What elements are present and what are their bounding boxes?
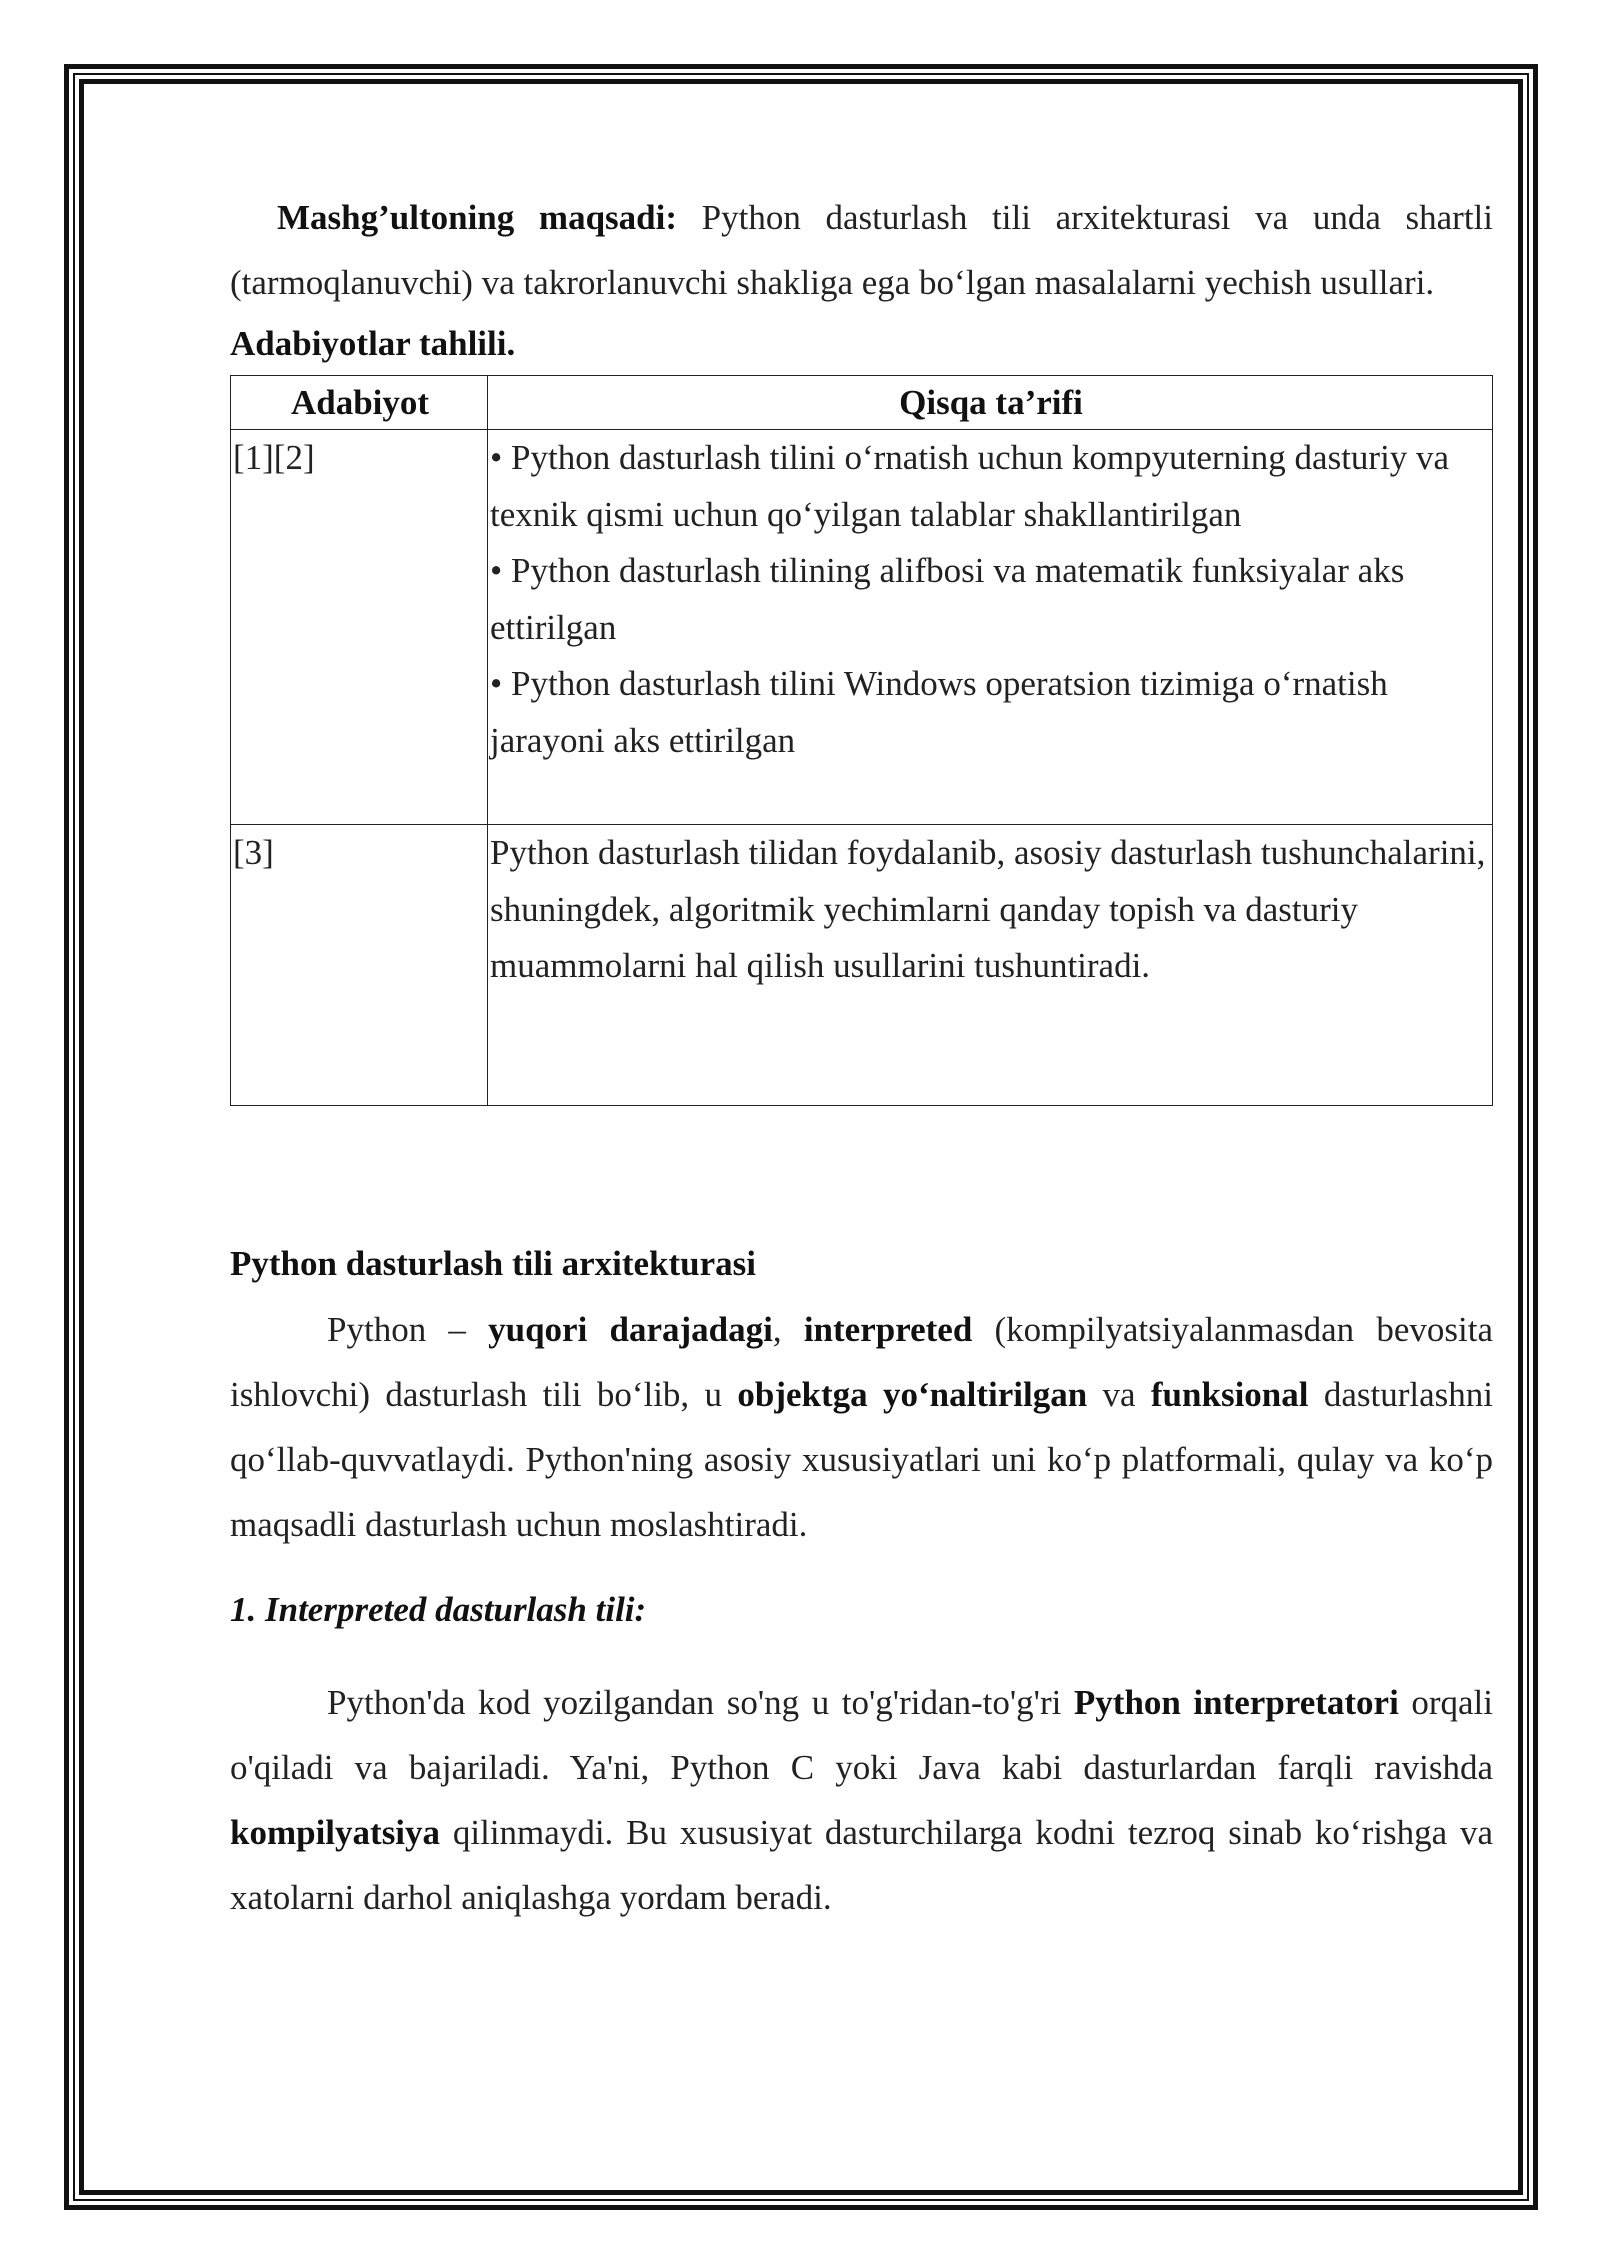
intro-paragraph bbox=[230, 185, 1493, 315]
text-run: (kompilyatsiyalanmasdan bevosita ishlovchi) dasturlash tili bo‘lib, u bbox=[230, 1310, 1494, 1414]
bold-term: kompilyatsiya bbox=[230, 1813, 441, 1852]
bold-term: funksional bbox=[1150, 1375, 1309, 1414]
interpreted-paragraph bbox=[230, 1670, 1493, 1930]
literature-table bbox=[230, 375, 1493, 1106]
text-run: dasturlashni qo‘llab-quvvatlaydi. Python'ning asosiy xususiyatlari uni ko‘p platformali, qulay va ko‘p maqsadli dasturlash uchun moslashtiradi. bbox=[230, 1375, 1493, 1544]
column-header-adabiyot: Adabiyot bbox=[231, 376, 488, 430]
bold-term: objektga yo‘naltirilgan bbox=[737, 1375, 1088, 1414]
literature-heading: Adabiyotlar tahlili. bbox=[230, 324, 516, 363]
bold-term: yuqori darajadagi bbox=[488, 1310, 773, 1349]
description-cell bbox=[488, 430, 1493, 825]
bold-term: interpreted bbox=[803, 1310, 973, 1349]
description-line: • Python dasturlash tilini Windows operatsion tizimiga o‘rnatish jarayoni aks ettirilgan bbox=[490, 664, 1388, 760]
architecture-heading: Python dasturlash tili arxitekturasi bbox=[230, 1244, 757, 1283]
text-run: Python – bbox=[327, 1310, 489, 1349]
description-cell bbox=[488, 825, 1493, 1106]
reference-cell: [1][2] bbox=[231, 430, 488, 825]
architecture-paragraph bbox=[230, 1297, 1493, 1557]
text-run: va bbox=[1087, 1375, 1151, 1414]
table-row bbox=[231, 430, 1493, 825]
bold-term: Python interpretatori bbox=[1073, 1683, 1399, 1722]
text-run: qilinmaydi. Bu xususiyat dasturchilarga kodni tezroq sinab ko‘rishga va xatolarni darhol aniqlashga yordam beradi. bbox=[230, 1813, 1493, 1917]
table-row bbox=[231, 825, 1493, 1106]
intro-text: Python dasturlash tili arxitekturasi va unda shartli (tarmoqlanuvchi) va takrorlanuvchi shakliga ega bo‘lgan masalalarni yechish usullari. bbox=[230, 198, 1493, 302]
text-run: Python'da kod yozilgandan so'ng u to'g'ridan-to'g'ri bbox=[327, 1683, 1074, 1722]
column-header-qisqa-tarifi: Qisqa ta’rifi bbox=[488, 376, 1493, 430]
description-line: • Python dasturlash tilini o‘rnatish uchun kompyuterning dasturiy va texnik qismi uchun qo‘yilgan talablar shakllantirilgan bbox=[490, 438, 1450, 534]
text-run: orqali o'qiladi va bajariladi. Ya'ni, Python C yoki Java kabi dasturlardan farqli ravishda bbox=[230, 1683, 1493, 1787]
table-header-row bbox=[231, 376, 1493, 430]
description-line: Python dasturlash tilidan foydalanib, asosiy dasturlash tushunchalarini, shuningdek, algoritmik yechimlarni qanday topish va dasturiy muammolarni hal qilish usullarini tushuntiradi. bbox=[490, 833, 1486, 985]
reference-cell: [3] bbox=[231, 825, 488, 1106]
text-run: , bbox=[772, 1310, 804, 1349]
document-body bbox=[230, 185, 1493, 1930]
interpreted-heading: 1. Interpreted dasturlash tili: bbox=[230, 1590, 647, 1629]
intro-label: Mashg’ultoning maqsadi: bbox=[277, 198, 678, 237]
description-line: • Python dasturlash tilining alifbosi va matematik funksiyalar aks ettirilgan bbox=[490, 551, 1405, 647]
